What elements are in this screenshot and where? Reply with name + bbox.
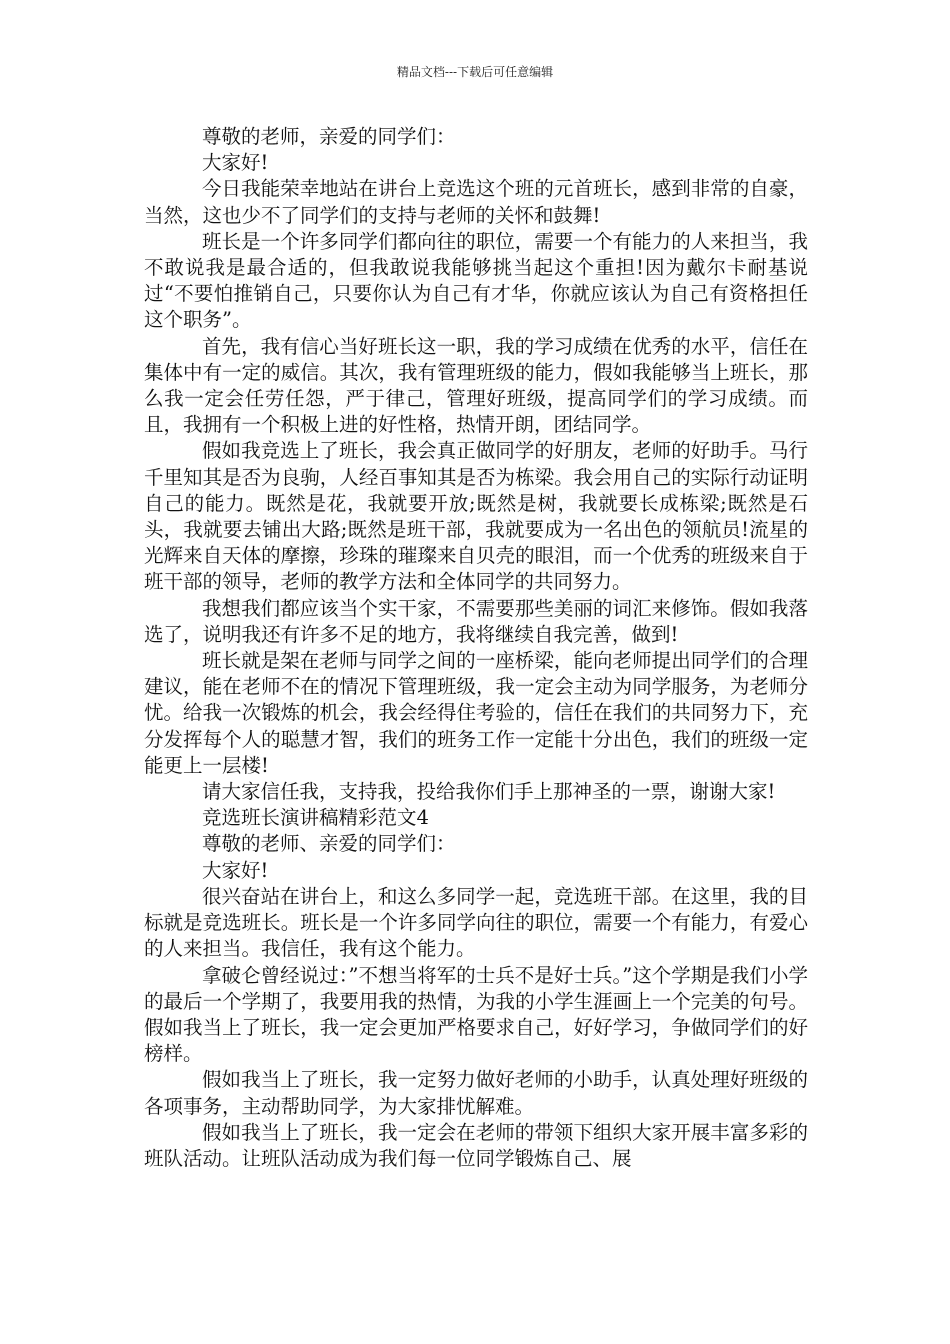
paragraph: 很兴奋站在讲台上，和这么多同学一起，竞选班干部。在这里，我的目标就是竞选班长。班长是一个许多同学向往的职位，需要一个有能力，有爱心的人来担当。我信任，我有这个能力。 <box>144 884 808 961</box>
greeting: 大家好! <box>202 151 269 175</box>
page-header: 精品文档---下载后可任意编辑 <box>396 65 554 79</box>
paragraph: 拿破仑曾经说过：”不想当将军的士兵不是好士兵。”这个学期是我们小学的最后一个学期了，我要用我的热情，为我的小学生涯画上一个完美的句号。假如我当上了班长，我一定会更加严格要求自己，好好学习，争做同学们的好榜样。 <box>144 963 808 1066</box>
paragraph: 班长是一个许多同学们都向往的职位，需要一个有能力的人来担当，我不敢说我是最合适的，但我敢说我能够挑当起这个重担!因为戴尔卡耐基说过“不要怕推销自己，只要你认为自己有才华，你就应该认为自己有资格担任这个职务”。 <box>144 229 808 332</box>
salutation: 尊敬的老师，亲爱的同学们： <box>202 125 456 148</box>
paragraph: 假如我当上了班长，我一定努力做好老师的小助手，认真处理好班级的各项事务，主动帮助同学，为大家排忧解难。 <box>144 1068 808 1118</box>
paragraph: 假如我当上了班长，我一定会在老师的带领下组织大家开展丰富多彩的班队活动。让班队活动成为我们每一位同学锻炼自己、展 <box>144 1120 808 1170</box>
salutation: 尊敬的老师、亲爱的同学们： <box>202 832 456 856</box>
paragraph: 今日我能荣幸地站在讲台上竞选这个班的元首班长，感到非常的自豪，当然，这也少不了同学们的支持与老师的关怀和鼓舞! <box>144 177 808 227</box>
paragraph: 首先，我有信心当好班长这一职，我的学习成绩在优秀的水平，信任在集体中有一定的威信。其次，我有管理班级的能力，假如我能够当上班长，那么我一定会任劳任怨，严于律己，管理好班级，提高同学们的学习成绩。而且，我拥有一个积极上进的好性格，热情开朗，团结同学。 <box>144 334 808 437</box>
paragraph: 请大家信任我，支持我，投给我你们手上那神圣的一票，谢谢大家! <box>202 780 776 804</box>
section-title: 竞选班长演讲稿精彩范文4 <box>202 806 429 830</box>
paragraph: 假如我竞选上了班长，我会真正做同学的好朋友，老师的好助手。马行千里知其是否为良驹，人经百事知其是否为栋梁。我会用自己的实际行动证明自己的能力。既然是花，我就要开放;既然是树，我就要长成栋梁;既然是石头，我就要去铺出大路;既然是班干部，我就要成为一名出色的领航员!流星的光辉来自天体的摩擦，珍珠的璀璨来自贝壳的眼泪，而一个优秀的班级来自于班干部的领导，老师的教学方法和全体同学的共同努力。 <box>144 439 808 594</box>
greeting: 大家好! <box>202 858 269 882</box>
paragraph: 我想我们都应该当个实干家，不需要那些美丽的词汇来修饰。假如我落选了，说明我还有许多不足的地方，我将继续自我完善，做到! <box>144 596 808 646</box>
paragraph: 班长就是架在老师与同学之间的一座桥梁，能向老师提出同学们的合理建议，能在老师不在的情况下管理班级，我一定会主动为同学服务，为老师分忧。给我一次锻炼的机会，我会经得住考验的，信任在我们的共同努力下，充分发挥每个人的聪慧才智，我们的班务工作一定能十分出色，我们的班级一定能更上一层楼! <box>144 649 808 777</box>
document-body <box>144 124 808 1172</box>
